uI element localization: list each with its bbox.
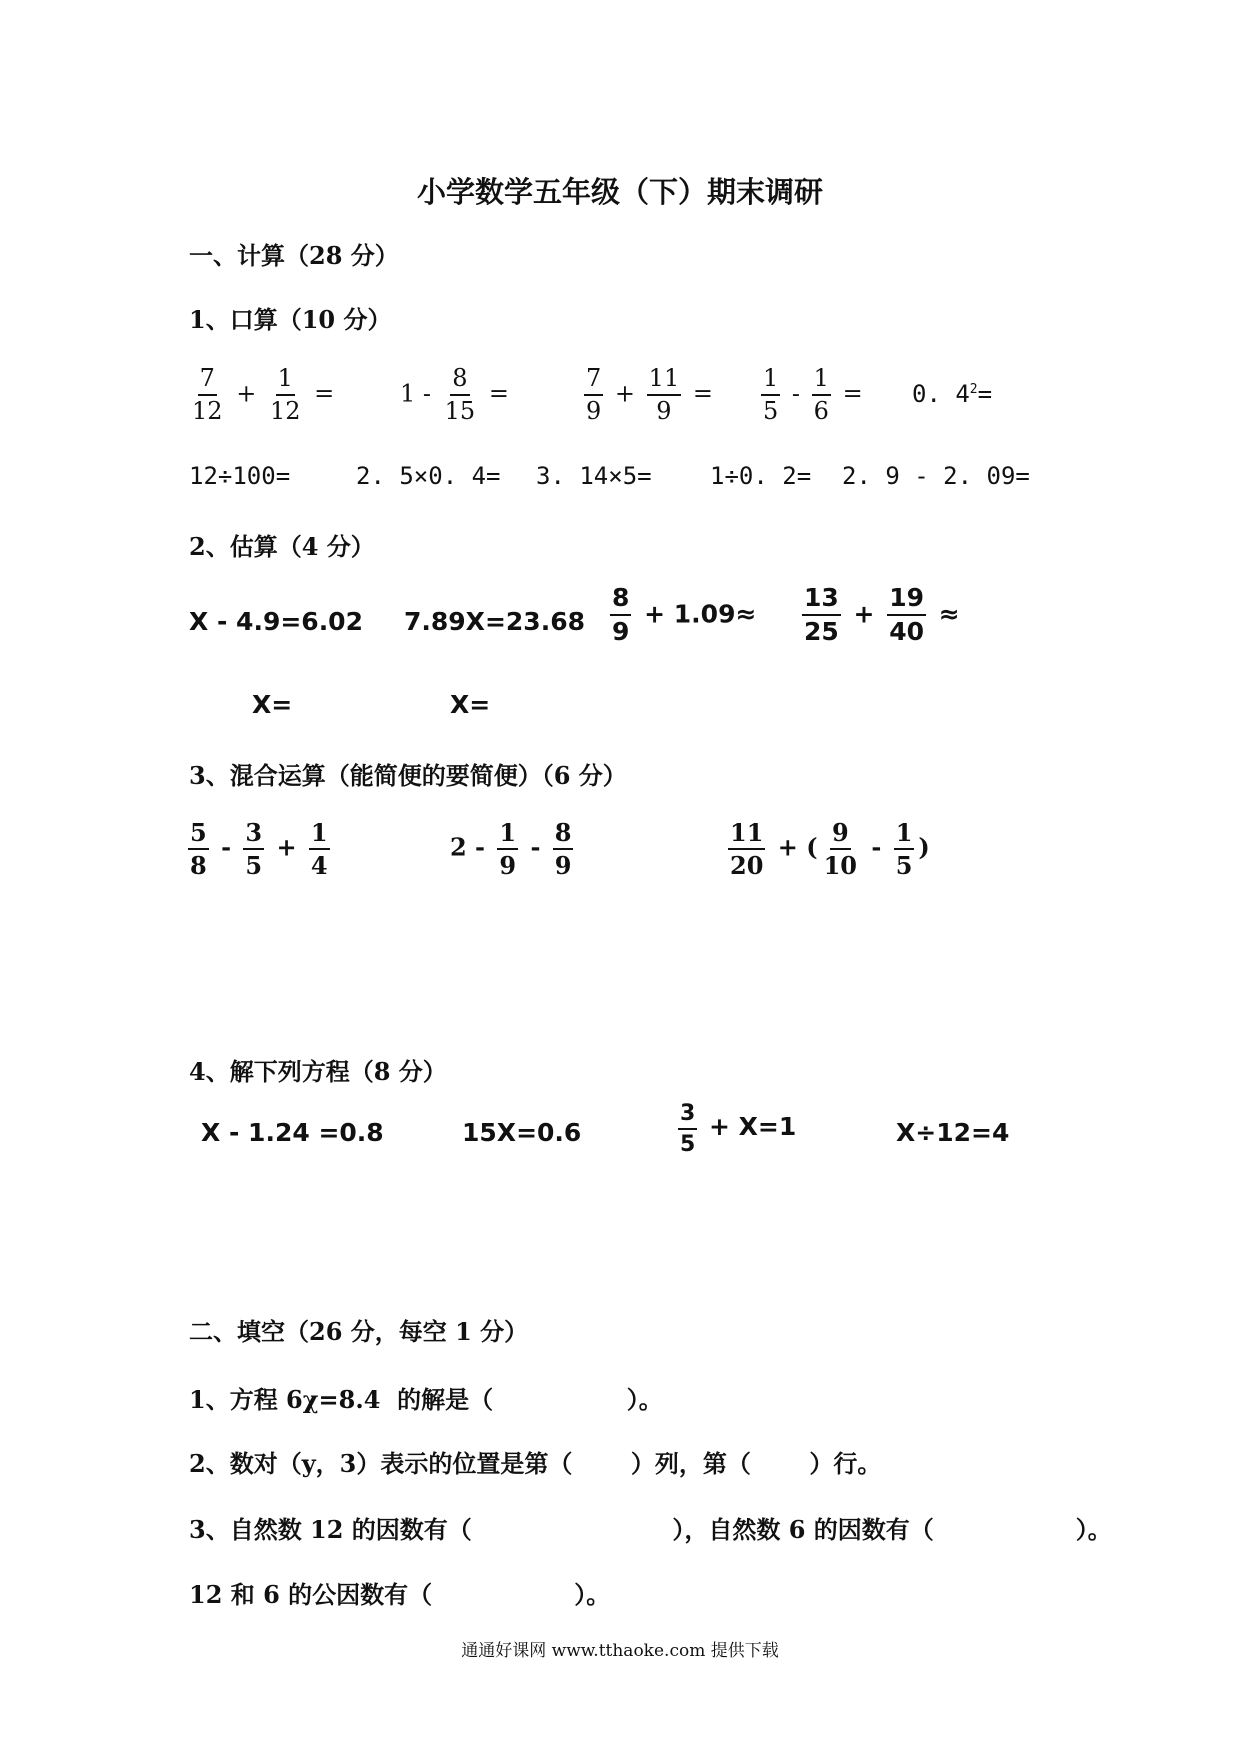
q2-heading: 2、估算（4 分） [189, 532, 375, 561]
oral-calc-1: $\frac{7}{12}$ + $\frac{1}{12}$ = [192, 364, 335, 426]
estimate-equation-1: X - 4.9=6.02 [189, 607, 363, 636]
equation-1: X - 1.24 =0.8 [201, 1118, 384, 1147]
oral-calc-9: 1÷0. 2= [710, 462, 812, 490]
equation-4: X÷12=4 [896, 1118, 1010, 1147]
estimate-expression-2: $\frac{13}{25}$ + $\frac{19}{40}$ ≈ [804, 583, 960, 647]
estimate-equation-2: 7.89X=23.68 [404, 607, 585, 636]
oral-calc-6: 12÷100= [189, 462, 291, 490]
page-title: 小学数学五年级（下）期末调研 [416, 175, 823, 209]
oral-calc-10: 2. 9 - 2. 09= [842, 462, 1030, 490]
page-footer: 通通好课网 www.tthaoke.com 提供下载 [461, 1641, 779, 1661]
mixed-calc-1: $\frac{5}{8}$ - $\frac{3}{5}$ + $\frac{1}{4}$ [190, 818, 328, 881]
section-2-heading: 二、填空（26 分，每空 1 分） [189, 1317, 529, 1346]
q4-heading: 4、解下列方程（8 分） [189, 1057, 447, 1086]
mixed-calc-2: 2 - $\frac{1}{9}$ - $\frac{8}{9}$ [450, 818, 572, 881]
oral-calc-4: $\frac{1}{5}$ - $\frac{1}{6}$ = [763, 364, 863, 426]
oral-calc-3: $\frac{7}{9}$ + $\frac{11}{9}$ = [586, 364, 713, 426]
oral-calc-2: 1 - $\frac{8}{15}$ = [400, 364, 509, 426]
q3-heading: 3、混合运算（能简便的要简便）（6 分） [189, 761, 627, 790]
fill-item-3: 3、自然数 12 的因数有（ ），自然数 6 的因数有（ ）。 [189, 1515, 1112, 1544]
q1-heading: 1、口算（10 分） [189, 305, 392, 334]
fill-item-2: 2、数对（y，3）表示的位置是第（ ）列，第（ ）行。 [189, 1449, 882, 1478]
oral-calc-7: 2. 5×0. 4= [356, 462, 501, 490]
equation-2: 15X=0.6 [462, 1118, 582, 1147]
mixed-calc-3: $\frac{11}{20}$ + ( $\frac{9}{10}$ - $\frac{1}{5}$ ) [730, 818, 930, 881]
section-1-heading: 一、计算（28 分） [189, 241, 399, 270]
equation-3: $\frac{3}{5}$ + X=1 [680, 1101, 797, 1158]
estimate-answer-2: X= [450, 690, 491, 719]
estimate-answer-1: X= [252, 690, 293, 719]
estimate-expression-1: $\frac{8}{9}$ + 1.09≈ [612, 583, 757, 647]
fill-item-4: 12 和 6 的公因数有（ ）。 [189, 1580, 611, 1609]
fill-item-1: 1、方程 6χ=8.4 的解是（ ）。 [189, 1385, 663, 1414]
oral-calc-5: 0. $4^2=$ [912, 380, 993, 408]
oral-calc-8: 3. 14×5= [536, 462, 652, 490]
